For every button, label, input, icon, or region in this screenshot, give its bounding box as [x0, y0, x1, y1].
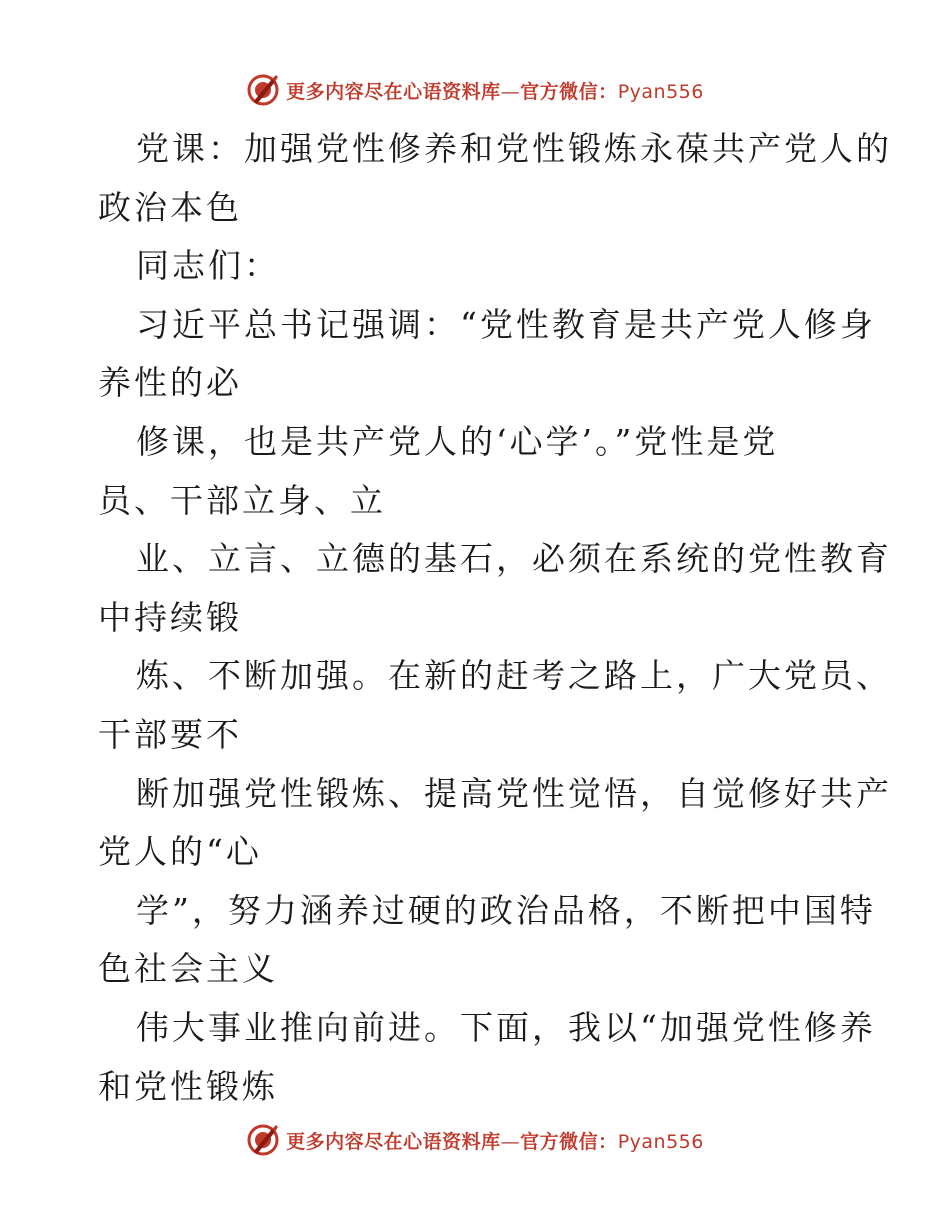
pen-logo-icon [246, 1123, 280, 1157]
watermark-main: 更多内容尽在心语资料库 [286, 1130, 501, 1153]
salutation: 同志们： [136, 246, 280, 286]
paragraph-line: 伟大事业推向前进。下面，我以“加强党性修养 [136, 1007, 876, 1047]
header-watermark [0, 72, 950, 108]
paragraph-line: 干部要不 [98, 714, 242, 754]
watermark-dash: — [500, 80, 521, 103]
title-line-1: 党课：加强党性修养和党性锻炼永葆共产党人的 [136, 129, 892, 168]
paragraph-line: 炼、不断加强。在新的赶考之路上，广大党员、 [136, 656, 892, 696]
title-line-2: 政治本色 [98, 187, 242, 227]
watermark-dash: — [500, 1130, 521, 1153]
document-body [98, 120, 892, 1116]
watermark-text [286, 1127, 704, 1154]
watermark-id: Pyan556 [617, 80, 704, 103]
paragraph-line: 学”，努力涵养过硬的政治品格，不断把中国特 [136, 890, 876, 930]
header-watermark-inner [246, 73, 704, 107]
watermark-label: 官方微信： [520, 80, 618, 103]
paragraph-line: 习近平总书记强调：“党性教育是共产党人修身 [136, 304, 876, 344]
paragraph-line: 中持续锻 [98, 597, 242, 637]
paragraph-line: 党人的“心 [98, 832, 262, 872]
watermark-label: 官方微信： [520, 1130, 618, 1153]
pen-logo-icon [246, 73, 280, 107]
paragraph-line: 业、立言、立德的基石，必须在系统的党性教育 [136, 539, 892, 579]
paragraph-line: 和党性锻炼 [98, 1066, 278, 1106]
footer-watermark [0, 1122, 950, 1158]
watermark-text [286, 77, 704, 104]
paragraph-line: 员、干部立身、立 [98, 480, 386, 520]
watermark-id: Pyan556 [617, 1130, 704, 1153]
paragraph-line: 断加强党性锻炼、提高党性觉悟，自觉修好共产 [136, 773, 892, 813]
paragraph-line: 养性的必 [98, 363, 242, 403]
watermark-main: 更多内容尽在心语资料库 [286, 80, 501, 103]
paragraph-line: 色社会主义 [98, 949, 278, 989]
footer-watermark-inner [246, 1123, 704, 1157]
paragraph-line: 修课，也是共产党人的‘心学’。”党性是党 [136, 421, 779, 461]
